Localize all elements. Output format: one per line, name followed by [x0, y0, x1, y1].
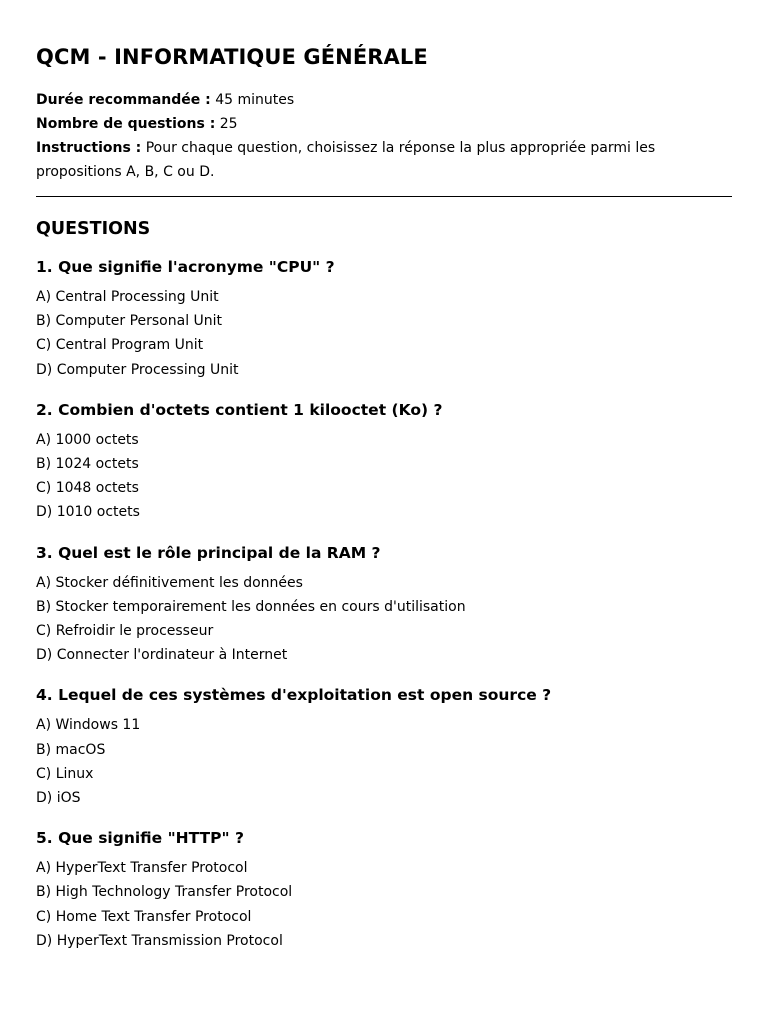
option-list [36, 571, 732, 668]
option-list [36, 713, 732, 810]
question-block [36, 255, 732, 382]
option-list [36, 856, 732, 953]
option-item: D) Connecter l'ordinateur à Internet [36, 647, 288, 664]
question-title: 4. Lequel de ces systèmes d'exploitation est open source ? [36, 686, 552, 705]
option-item: C) Linux [36, 765, 94, 782]
option-item: B) Computer Personal Unit [36, 313, 223, 330]
option-item: D) 1010 octets [36, 504, 140, 521]
question-title: 1. Que signifie l'acronyme "CPU" ? [36, 258, 335, 276]
option-item: B) High Technology Transfer Protocol [36, 884, 293, 901]
question-count-line [36, 112, 732, 136]
question-title: 2. Combien d'octets contient 1 kilooctet (Ko) ? [36, 400, 443, 419]
option-item: D) HyperText Transmission Protocol [36, 932, 283, 949]
option-item: A) HyperText Transfer Protocol [36, 860, 248, 877]
question-block [36, 541, 732, 668]
option-item: D) iOS [36, 790, 81, 807]
instructions-line [36, 136, 732, 184]
section-title: QUESTIONS [36, 219, 151, 239]
document-title: QCM - INFORMATIQUE GÉNÉRALE [36, 45, 428, 69]
question-title: 5. Que signifie "HTTP" ? [36, 829, 244, 848]
option-item: A) Central Processing Unit [36, 289, 219, 305]
option-item: C) Home Text Transfer Protocol [36, 908, 252, 925]
question-block [36, 683, 732, 810]
option-item: D) Computer Processing Unit [36, 361, 239, 378]
question-block [36, 826, 732, 953]
option-item: C) Central Program Unit [36, 337, 204, 354]
horizontal-rule [36, 196, 732, 197]
option-item: B) Stocker temporairement les données en cours d'utilisation [36, 598, 466, 615]
option-item: A) Stocker définitivement les données [36, 574, 303, 591]
duration-label: Durée recommandée : [36, 92, 211, 108]
option-item: C) Refroidir le processeur [36, 623, 214, 640]
instructions-label: Instructions : [36, 140, 142, 156]
question-title: 3. Quel est le rôle principal de la RAM ? [36, 543, 381, 562]
option-list [36, 285, 732, 382]
option-item: A) 1000 octets [36, 431, 139, 448]
question-count-value: 25 [219, 116, 238, 132]
option-item: A) Windows 11 [36, 717, 141, 734]
duration-line [36, 88, 732, 112]
duration-value: 45 minutes [215, 92, 295, 108]
instructions-text: Pour chaque question, choisissez la réponse la plus appropriée parmi les propositions A, B, C ou D. [36, 140, 656, 180]
option-item: B) macOS [36, 741, 106, 758]
option-item: C) 1048 octets [36, 480, 139, 497]
option-list [36, 428, 732, 525]
question-count-label: Nombre de questions : [36, 116, 216, 132]
question-block [36, 398, 732, 525]
option-item: B) 1024 octets [36, 456, 139, 473]
